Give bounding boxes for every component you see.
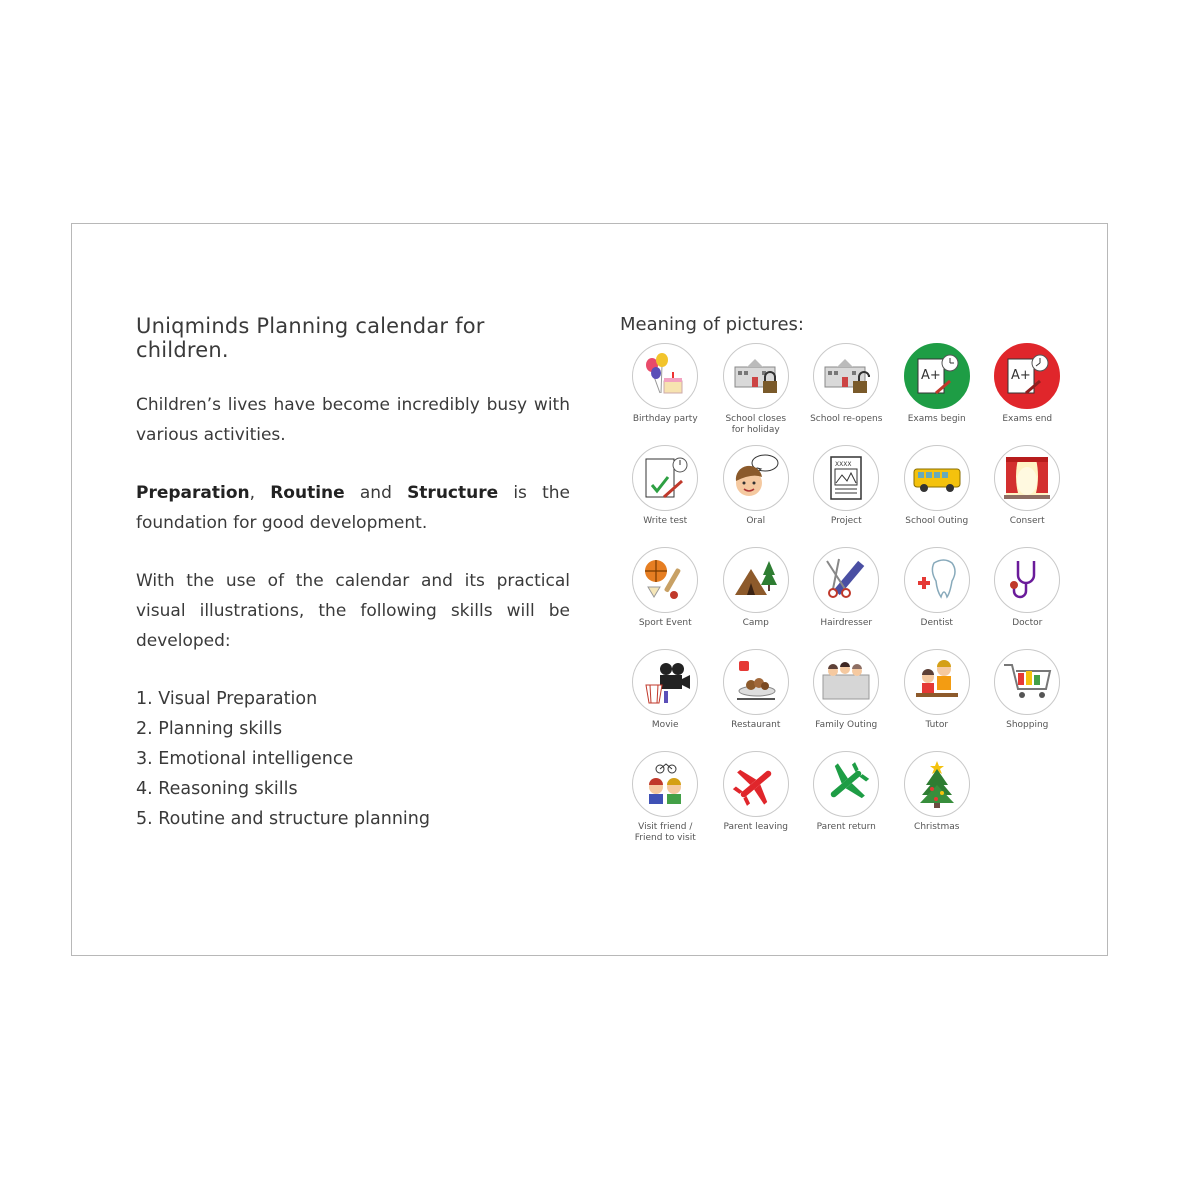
legend-label: Parent return bbox=[816, 822, 876, 832]
legend-item-concert bbox=[982, 445, 1073, 547]
skills-list bbox=[136, 684, 570, 834]
calendar-info-card bbox=[71, 223, 1108, 956]
movie-camera-popcorn-icon bbox=[632, 649, 698, 715]
intro-paragraph: Children’s lives have become incredibly busy with various activities. bbox=[136, 395, 570, 445]
project-document-icon bbox=[813, 445, 879, 511]
legend-label: Exams begin bbox=[907, 414, 966, 424]
legend-item-visit-friend bbox=[620, 751, 711, 853]
school-closed-lock-icon bbox=[723, 343, 789, 409]
sport-ball-cricket-icon bbox=[632, 547, 698, 613]
legend-item-sport-event bbox=[620, 547, 711, 649]
keyword-routine: Routine bbox=[270, 483, 345, 503]
legend-item-doctor bbox=[982, 547, 1073, 649]
legend-item-school-closes bbox=[711, 343, 802, 445]
legend-label: Write test bbox=[643, 516, 688, 526]
skill-item: 2. Planning skills bbox=[136, 719, 283, 739]
legend-label: School re-opens bbox=[810, 414, 883, 424]
legend-item-dentist bbox=[892, 547, 983, 649]
legend-item-camp bbox=[711, 547, 802, 649]
school-bus-icon bbox=[904, 445, 970, 511]
legend-label: Shopping bbox=[1006, 720, 1049, 730]
plane-departing-icon bbox=[723, 751, 789, 817]
family-outing-car-icon bbox=[813, 649, 879, 715]
legend-label: School closes for holiday bbox=[725, 414, 787, 435]
legend-item-parent-leaving bbox=[711, 751, 802, 853]
birthday-balloons-cake-icon bbox=[632, 343, 698, 409]
foundation-paragraph: Preparation, Routine and Structure is the foundation for good development. bbox=[136, 483, 571, 533]
legend-item-project bbox=[801, 445, 892, 547]
keyword-structure: Structure bbox=[407, 483, 499, 503]
tutor-teacher-student-icon bbox=[904, 649, 970, 715]
legend-label: Doctor bbox=[1012, 618, 1043, 628]
exam-begin-paper-clock-icon bbox=[904, 343, 970, 409]
legend-label: Hairdresser bbox=[820, 618, 873, 628]
legend-label: Consert bbox=[1009, 516, 1045, 526]
legend-item-shopping bbox=[982, 649, 1073, 751]
write-test-paper-check-icon bbox=[632, 445, 698, 511]
school-open-lock-icon bbox=[813, 343, 879, 409]
skill-item: 5. Routine and structure planning bbox=[136, 809, 430, 829]
visit-friend-bicycle-icon bbox=[632, 751, 698, 817]
plane-landing-icon bbox=[813, 751, 879, 817]
legend-title: Meaning of pictures: bbox=[620, 314, 804, 335]
legend-section bbox=[620, 314, 1080, 853]
legend-item-oral bbox=[711, 445, 802, 547]
legend-label: Family Outing bbox=[815, 720, 878, 730]
hairdresser-scissors-comb-icon bbox=[813, 547, 879, 613]
intro-section bbox=[136, 314, 570, 834]
legend-item-parent-return bbox=[801, 751, 892, 853]
legend-label: Project bbox=[830, 516, 862, 526]
skill-item: 4. Reasoning skills bbox=[136, 779, 298, 799]
svg-text:A+: A+ bbox=[920, 368, 941, 383]
skill-item: 3. Emotional intelligence bbox=[136, 749, 354, 769]
shopping-cart-icon bbox=[994, 649, 1060, 715]
legend-item-birthday bbox=[620, 343, 711, 445]
legend-item-school-outing bbox=[892, 445, 983, 547]
keyword-preparation: Preparation bbox=[136, 483, 250, 503]
oral-boy-speech-bubble-icon bbox=[723, 445, 789, 511]
legend-label: Tutor bbox=[925, 720, 949, 730]
legend-item-restaurant bbox=[711, 649, 802, 751]
legend-label: Parent leaving bbox=[723, 822, 788, 832]
svg-text:XXXX: XXXX bbox=[835, 461, 852, 468]
legend-label: Dentist bbox=[920, 618, 953, 628]
dentist-tooth-icon bbox=[904, 547, 970, 613]
svg-text:A+: A+ bbox=[1011, 368, 1032, 383]
legend-item-school-reopens bbox=[801, 343, 892, 445]
legend-label: Camp bbox=[742, 618, 769, 628]
exam-end-paper-clock-icon bbox=[994, 343, 1060, 409]
doctor-stethoscope-icon bbox=[994, 547, 1060, 613]
page-title: Uniqminds Planning calendar for children. bbox=[136, 314, 485, 362]
camp-tent-trees-icon bbox=[723, 547, 789, 613]
restaurant-food-plate-icon bbox=[723, 649, 789, 715]
skills-intro-paragraph: With the use of the calendar and its practical visual illustrations, the following skills will be developed: bbox=[136, 571, 570, 651]
legend-item-exams-begin bbox=[892, 343, 983, 445]
legend-label: Christmas bbox=[914, 822, 960, 832]
skill-item: 1. Visual Preparation bbox=[136, 689, 318, 709]
legend-item-tutor bbox=[892, 649, 983, 751]
legend-item-christmas bbox=[892, 751, 983, 853]
legend-label: Movie bbox=[651, 720, 679, 730]
legend-label: Birthday party bbox=[632, 414, 698, 424]
legend-label: Restaurant bbox=[731, 720, 781, 730]
legend-item-movie bbox=[620, 649, 711, 751]
legend-label: Visit friend / Friend to visit bbox=[634, 822, 696, 843]
legend-label: Exams end bbox=[1002, 414, 1053, 424]
legend-item-hairdresser bbox=[801, 547, 892, 649]
concert-stage-curtain-icon bbox=[994, 445, 1060, 511]
legend-item-write-test bbox=[620, 445, 711, 547]
legend-label: Oral bbox=[746, 516, 766, 526]
legend-grid bbox=[620, 343, 1080, 853]
legend-item-exams-end bbox=[982, 343, 1073, 445]
christmas-tree-icon bbox=[904, 751, 970, 817]
legend-label: School Outing bbox=[905, 516, 969, 526]
legend-item-family-outing bbox=[801, 649, 892, 751]
legend-label: Sport Event bbox=[638, 618, 692, 628]
